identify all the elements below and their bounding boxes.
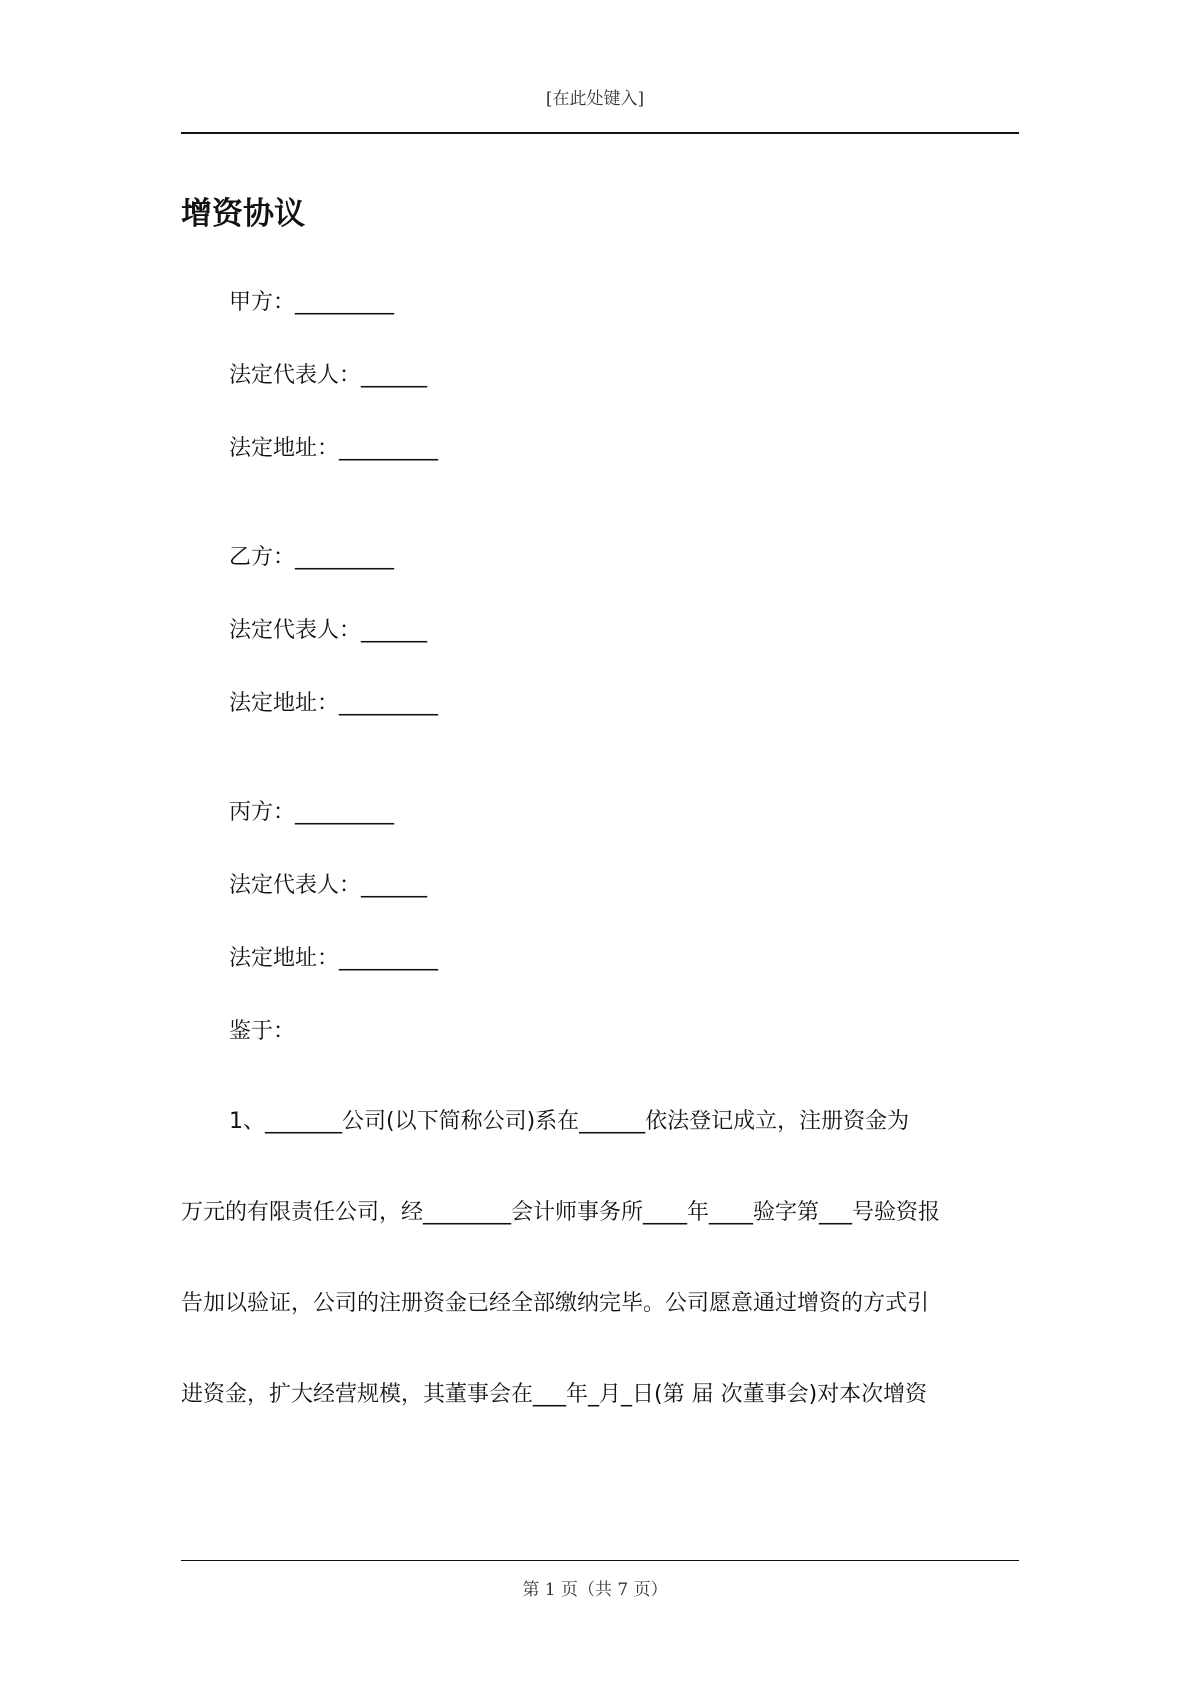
- document-title: 增资协议: [181, 196, 305, 232]
- party-b-address: 法定地址：_________: [229, 691, 439, 716]
- party-c-address: 法定地址：_________: [229, 946, 439, 971]
- clause-1-line-2: 万元的有限责任公司，经________会计师事务所____年____验字第___号验资报: [181, 1200, 941, 1225]
- clause-1-line-3: 告加以验证，公司的注册资金已经全部缴纳完毕。公司愿意通过增资的方式引: [181, 1291, 930, 1316]
- party-b-name: 乙方：_________: [229, 545, 395, 570]
- party-a-address: 法定地址：_________: [229, 436, 439, 461]
- party-b-representative: 法定代表人：______: [229, 618, 428, 643]
- whereas-heading: 鉴于：: [229, 1019, 296, 1044]
- header-divider: [181, 132, 1019, 134]
- footer-divider: [181, 1560, 1019, 1561]
- party-c-representative: 法定代表人：______: [229, 873, 428, 898]
- page-number: 第 1 页（共 7 页）: [522, 1580, 668, 1600]
- clause-1-line-4: 进资金，扩大经营规模，其董事会在___年_月_日(第 届 次董事会)对本次增资: [181, 1382, 928, 1407]
- party-a-name: 甲方：_________: [229, 290, 395, 315]
- page-header: [在此处键入]: [545, 89, 645, 109]
- clause-1-line-1: 1、_______公司(以下简称公司)系在______依法登记成立，注册资金为: [229, 1109, 910, 1134]
- party-a-representative: 法定代表人：______: [229, 363, 428, 388]
- party-c-name: 丙方：_________: [229, 800, 395, 825]
